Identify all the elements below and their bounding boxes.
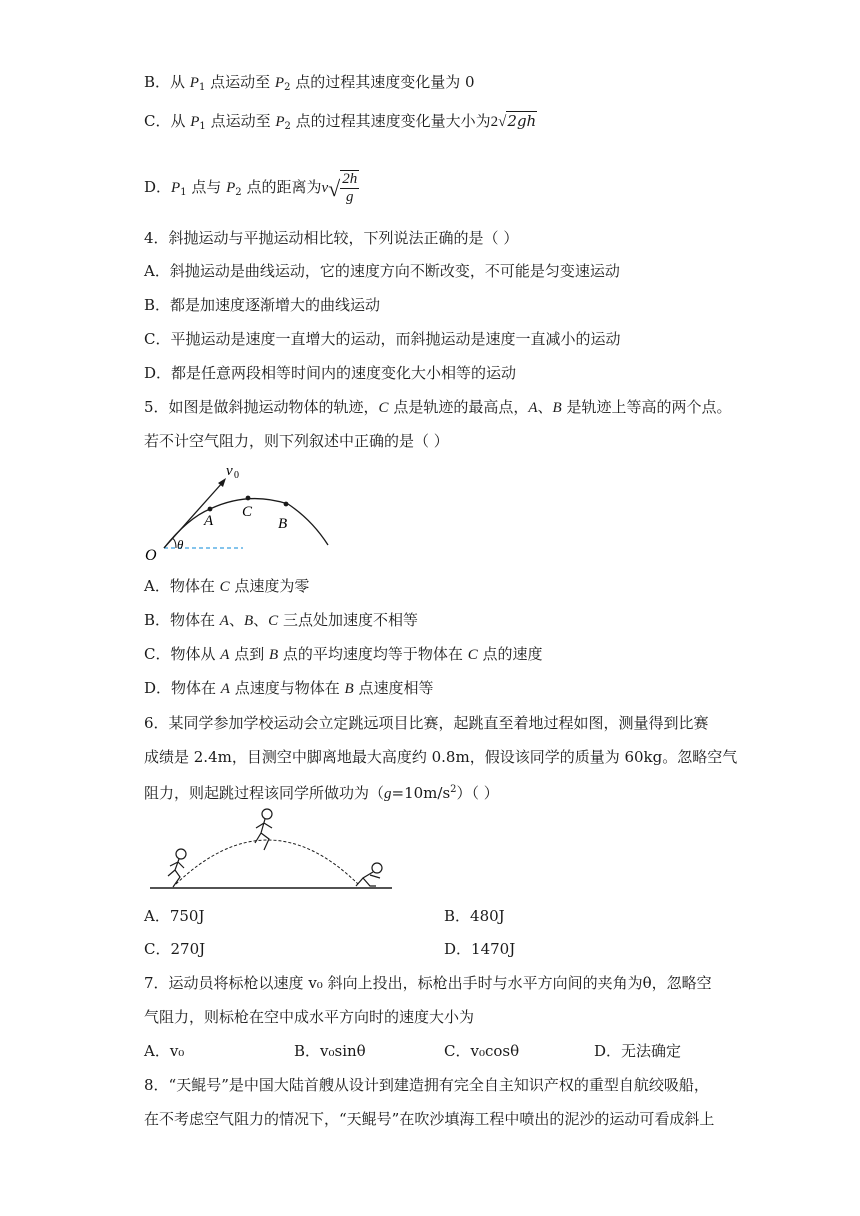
q3-option-c: C．从 $P_1$ 点运动至 $P_2$ 点的过程其速度变化量大小为2√2gh [144, 112, 537, 132]
label-v0: v [226, 463, 233, 479]
q6-option-c: C．270J [144, 940, 206, 958]
q4-option-a: A．斜抛运动是曲线运动，它的速度方向不断改变，不可能是匀变速运动 [144, 262, 620, 280]
q4-option-d: D．都是任意两段相等时间内的速度变化大小相等的运动 [144, 364, 517, 382]
point-c [246, 496, 251, 501]
q5-stem-line2: 若不计空气阻力，则下列叙述中正确的是（ ） [144, 432, 449, 450]
q5-stem-line1: 5．如图是做斜抛运动物体的轨迹，C 点是轨迹的最高点，A、B 是轨迹上等高的两个点。 [144, 398, 732, 416]
label-c: C [242, 504, 253, 520]
jumper-air-icon [255, 809, 272, 850]
label-b: B [278, 516, 288, 532]
jumper-landing-icon [356, 863, 382, 886]
q5-option-a: A．物体在 C 点速度为零 [144, 577, 310, 595]
q7-option-b: B．v₀sinθ [294, 1042, 366, 1060]
label-a: A [204, 513, 214, 529]
q6-stem-line3: 阻力，则起跳过程该同学所做功为$(g=10m/s^2)$（ ） [144, 784, 499, 802]
label-theta: θ [177, 537, 184, 552]
q6-long-jump-figure [148, 806, 398, 896]
q4-stem: 4．斜抛运动与平抛运动相比较，下列说法正确的是（ ） [144, 229, 519, 247]
q5-trajectory-figure [140, 458, 340, 568]
q6-option-b: B．480J [444, 907, 505, 925]
q7-option-c: C．v₀cosθ [444, 1042, 520, 1060]
q8-stem-line2: 在不考虑空气阻力的情况下，“天鲲号”在吹沙填海工程中喷出的泥沙的运动可看成斜上 [144, 1110, 715, 1128]
q6-stem-line1: 6．某同学参加学校运动会立定跳远项目比赛，起跳直至着地过程如图，测量得到比赛 [144, 714, 709, 732]
label-o: O [145, 547, 157, 564]
q6-option-d: D．1470J [444, 940, 516, 958]
q7-stem-line1: 7．运动员将标枪以速度 v₀ 斜向上投出，标枪出手时与水平方向间的夹角为θ，忽略空 [144, 974, 712, 992]
angle-arc [172, 538, 176, 548]
q4-option-b: B．都是加速度逐渐增大的曲线运动 [144, 296, 381, 314]
q6-option-a: A．750J [144, 907, 205, 925]
q5-option-c: C．物体从 A 点到 B 点的平均速度均等于物体在 C 点的速度 [144, 645, 543, 663]
q7-option-d: D．无法确定 [594, 1042, 682, 1060]
label-v0-sub: 0 [234, 470, 239, 481]
q7-option-a: A．v₀ [144, 1042, 185, 1060]
jump-path [176, 840, 358, 884]
point-b [284, 502, 289, 507]
q7-stem-line2: 气阻力，则标枪在空中成水平方向时的速度大小为 [144, 1008, 475, 1026]
q3-option-b: B．从 $P_1$ 点运动至 $P_2$ 点的过程其速度变化量为 0 [144, 73, 475, 93]
q6-stem-line2: 成绩是 2.4m，目测空中脚离地最大高度约 0.8m，假设该同学的质量为 60kg。忽略空气 [144, 748, 738, 766]
q5-option-d: D．物体在 A 点速度与物体在 B 点速度相等 [144, 679, 434, 697]
q3-option-d: D．$P_1$ 点与 $P_2$ 点的距离为v√ $\frac{2h}{g}$ [144, 171, 358, 205]
q4-option-c: C．平抛运动是速度一直增大的运动，而斜抛运动是速度一直减小的运动 [144, 330, 621, 348]
q8-stem-line1: 8．“天鲲号”是中国大陆首艘从设计到建造拥有完全自主知识产权的重型自航绞吸船， [144, 1076, 709, 1094]
q5-option-b: B．物体在 A、B、C 三点处加速度不相等 [144, 611, 418, 629]
jumper-start-icon [168, 849, 186, 887]
point-a [208, 507, 213, 512]
